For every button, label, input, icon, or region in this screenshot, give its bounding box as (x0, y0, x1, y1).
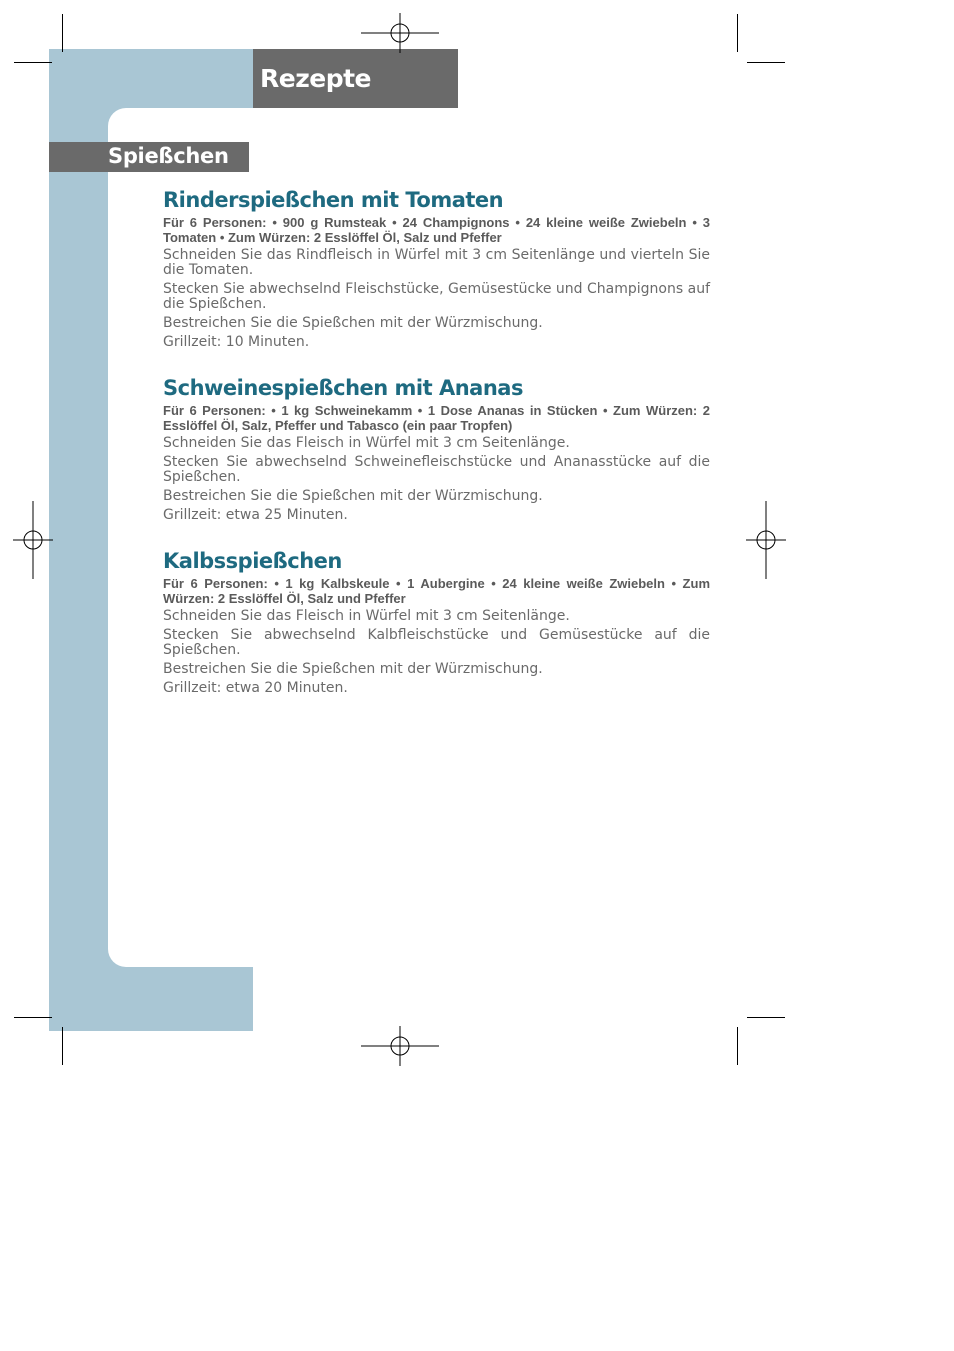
recipe-grill-time: Grillzeit: etwa 25 Minuten. (163, 507, 348, 523)
registration-mark-icon (727, 501, 805, 579)
recipe-list (163, 186, 710, 720)
recipe-grill-time: Grillzeit: 10 Minuten. (163, 334, 310, 350)
registration-mark-icon (0, 501, 72, 579)
recipe-step: Schneiden Sie das Fleisch in Würfel mit 3 cm Seitenlänge. (163, 435, 570, 451)
recipe-step: Stecken Sie abwechselnd Fleischstücke, Gemüsestücke und Champignons auf die Spießchen. (163, 281, 710, 312)
recipe-veal (163, 547, 710, 696)
crop-mark (737, 14, 738, 52)
recipe-pork (163, 374, 710, 523)
crop-mark (62, 14, 63, 52)
page-title: Rezepte (260, 64, 372, 93)
crop-mark (737, 1027, 738, 1065)
recipe-step: Bestreichen Sie die Spießchen mit der Würzmischung. (163, 661, 543, 677)
recipe-title: Rinderspießchen mit Tomaten (163, 188, 504, 212)
recipe-step: Schneiden Sie das Rindfleisch in Würfel mit 3 cm Seitenlänge und vierteln Sie die Tomaten. (163, 247, 710, 278)
recipe-beef (163, 186, 710, 350)
registration-mark-icon (361, 0, 439, 72)
recipe-ingredients: Für 6 Personen: • 1 kg Schweinekamm • 1 Dose Ananas in Stücken • Zum Würzen: 2 Esslöffel Öl, Salz, Pfeffer und Tabasco (ein paar Tropfen) (163, 403, 710, 433)
recipe-step: Schneiden Sie das Fleisch in Würfel mit 3 cm Seitenlänge. (163, 608, 570, 624)
section-title: Spießchen (108, 144, 229, 168)
recipe-step: Stecken Sie abwechselnd Kalbfleischstücke und Gemüsestücke auf die Spießchen. (163, 627, 710, 658)
crop-mark (14, 1017, 52, 1018)
recipe-title: Kalbsspießchen (163, 549, 342, 573)
crop-mark (747, 62, 785, 63)
recipe-step: Bestreichen Sie die Spießchen mit der Würzmischung. (163, 315, 543, 331)
recipe-title: Schweinespießchen mit Ananas (163, 376, 523, 400)
crop-mark (14, 62, 52, 63)
recipe-step: Stecken Sie abwechselnd Schweinefleischstücke und Ananasstücke auf die Spießchen. (163, 454, 710, 485)
recipe-step: Bestreichen Sie die Spießchen mit der Würzmischung. (163, 488, 543, 504)
crop-mark (62, 1027, 63, 1065)
crop-mark (747, 1017, 785, 1018)
recipe-ingredients: Für 6 Personen: • 900 g Rumsteak • 24 Champignons • 24 kleine weiße Zwiebeln • 3 Tomaten • Zum Würzen: 2 Esslöffel Öl, Salz und Pfeffer (163, 215, 710, 245)
registration-mark-icon (361, 1007, 439, 1085)
recipe-ingredients: Für 6 Personen: • 1 kg Kalbskeule • 1 Aubergine • 24 kleine weiße Zwiebeln • Zum Würzen: 2 Esslöffel Öl, Salz und Pfeffer (163, 576, 710, 606)
recipe-grill-time: Grillzeit: etwa 20 Minuten. (163, 680, 348, 696)
